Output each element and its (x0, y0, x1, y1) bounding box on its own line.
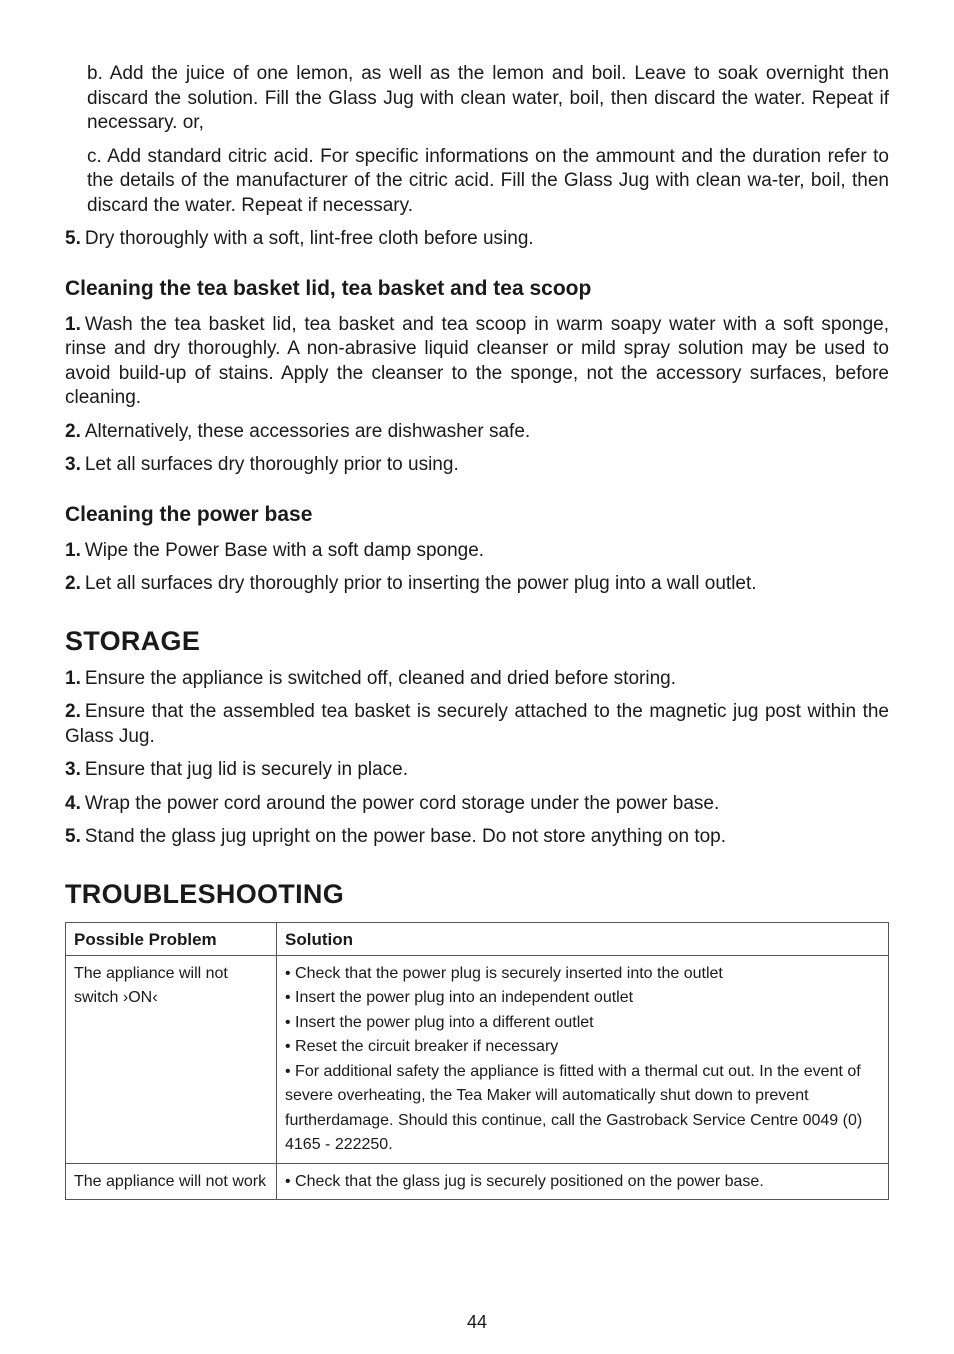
storage-step-3 (65, 758, 889, 783)
storage-step-4 (65, 792, 889, 817)
page-content (65, 62, 889, 1200)
table-row (66, 1163, 889, 1200)
solution-item: • Insert the power plug into a different outlet (285, 1013, 594, 1031)
step-number: 5. (65, 228, 81, 249)
column-header-solution: Solution (277, 922, 889, 955)
step-number: 1. (65, 667, 81, 689)
problem-text: The appliance will not (74, 964, 228, 982)
step-number: 3. (65, 759, 81, 780)
solution-item: • For additional safety the appliance is fitted with a thermal cut out. In the event of severe overheating, the Tea Maker will automatically shut down to prevent furtherdamage. Should this continue, call the Gastroback Service Centre 0049 (0) 4165 - 222250. (285, 1062, 863, 1153)
tea-basket-step-2 (65, 420, 889, 445)
step-number: 5. (65, 826, 81, 847)
solution-item: • Insert the power plug into an independent outlet (285, 989, 634, 1006)
table-row (66, 955, 889, 1163)
step-text: Wrap the power cord around the power cord storage under the power base. (84, 792, 720, 814)
troubleshooting-heading: TROUBLESHOOTING (65, 878, 344, 909)
solution-item: • Reset the circuit breaker if necessary (285, 1038, 559, 1055)
storage-step-1 (65, 667, 889, 692)
step-number: 2. (65, 701, 81, 722)
step-number: 2. (65, 420, 81, 442)
step-number: 2. (65, 573, 81, 594)
step-text: Wash the tea basket lid, tea basket and tea scoop in warm soapy water with a soft sponge, rinse and dry thoroughly. A non-abrasive liquid cleanser or mild spray solution may be used to avoid build-up of stains. Apply the cleanser to the sponge, not the accessory surfaces, before cleaning. (65, 313, 889, 408)
step-text: Ensure that jug lid is securely in place. (84, 759, 409, 780)
storage-step-5 (65, 825, 889, 850)
step-text: Ensure the appliance is switched off, cleaned and dried before storing. (84, 667, 676, 689)
problem-text: switch ›ON‹ (74, 989, 158, 1006)
tea-basket-step-1 (65, 313, 889, 411)
problem-text: The appliance will not work (74, 1172, 267, 1190)
page-number: 44 (466, 1312, 488, 1332)
step-number: 4. (65, 792, 81, 814)
step-4b-text: b. Add the juice of one lemon, as well as the lemon and boil. Leave to soak overnight then discard the solution. Fill the Glass Jug with clean water, boil, then discard the water. Repeat if necessary. or, (87, 63, 889, 133)
step-text: Let all surfaces dry thoroughly prior to using. (84, 454, 459, 475)
solution-cell (277, 1163, 889, 1200)
tea-basket-step-3 (65, 453, 889, 478)
step-text: Let all surfaces dry thoroughly prior to inserting the power plug into a wall outlet. (84, 573, 757, 594)
step-number: 1. (65, 539, 81, 561)
step-text: Ensure that the assembled tea basket is securely attached to the magnetic jug post within the Glass Jug. (65, 701, 889, 747)
power-base-step-2 (65, 572, 889, 597)
troubleshooting-table (65, 922, 889, 1201)
solution-item: • Check that the power plug is securely inserted into the outlet (285, 964, 723, 982)
step-5 (65, 227, 889, 252)
table-header-row (66, 922, 889, 955)
problem-cell (66, 1163, 277, 1200)
step-text: Alternatively, these accessories are dishwasher safe. (84, 420, 531, 442)
step-text: Dry thoroughly with a soft, lint-free cloth before using. (84, 228, 534, 249)
step-number: 1. (65, 313, 81, 335)
step-4c-text: c. Add standard citric acid. For specific informations on the ammount and the duration refer to the details of the manufacturer of the citric acid. Fill the Glass Jug with clean wa-ter, boil, then discard the water. Repeat if necessary. (87, 145, 889, 216)
step-text: Stand the glass jug upright on the power base. Do not store anything on top. (84, 826, 727, 847)
problem-cell (66, 955, 277, 1163)
tea-basket-heading: Cleaning the tea basket lid, tea basket and tea scoop (65, 276, 592, 300)
solution-item: • Check that the glass jug is securely positioned on the power base. (285, 1172, 764, 1190)
storage-step-2 (65, 700, 889, 749)
storage-heading: STORAGE (65, 625, 201, 656)
step-text: Wipe the Power Base with a soft damp sponge. (84, 539, 485, 561)
step-number: 3. (65, 454, 81, 475)
power-base-step-1 (65, 539, 889, 564)
column-header-problem: Possible Problem (66, 922, 277, 955)
power-base-heading: Cleaning the power base (65, 502, 313, 526)
solution-cell (277, 955, 889, 1163)
